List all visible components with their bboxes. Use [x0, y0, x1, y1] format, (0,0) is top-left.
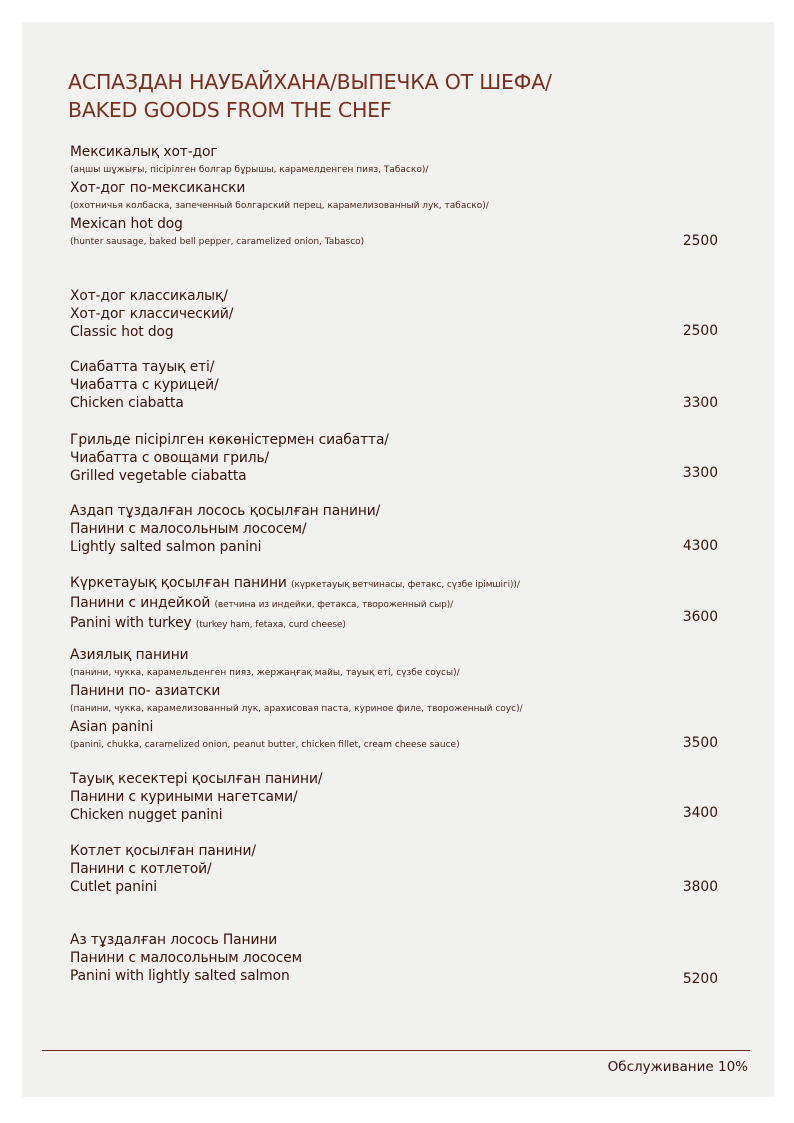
item-name-en: Asian panini — [70, 719, 154, 735]
item-desc-ru: (ветчина из индейки, фетакса, твороженный сыр)/ — [214, 600, 454, 610]
item-name-en: Mexican hot dog — [70, 216, 183, 232]
item-name-en: Panini with lightly salted salmon — [70, 968, 290, 984]
footer-divider — [42, 1050, 750, 1051]
item-desc-ru: (охотничья колбаска, запеченный болгарский перец, карамелизованный лук, табаско)/ — [70, 201, 489, 211]
item-name-ru: Панини с индейкой — [70, 595, 211, 611]
item-price: 2500 — [682, 233, 718, 249]
item-desc-kz: (аңшы шұжығы, пісірілген болгар бұрышы, карамелденген пияз, Табаско)/ — [70, 165, 429, 175]
item-name-kz: Хот-дог классикалық/ — [70, 288, 228, 304]
item-name-kz: Күркетауық қосылған панини — [70, 575, 287, 591]
menu-item-cutlet-panini — [70, 842, 720, 896]
item-desc-kz: (күркетауық ветчинасы, фетакс, сүзбе ірімшігі))/ — [291, 580, 520, 590]
item-price: 3800 — [682, 879, 718, 895]
item-name-ru: Хот-дог по-мексикански — [70, 180, 246, 196]
item-desc-en: (hunter sausage, baked bell pepper, caramelized onion, Tabasco) — [70, 237, 365, 247]
title-line: BAKED GOODS FROM THE CHEF — [68, 98, 392, 122]
item-price: 3300 — [682, 465, 718, 481]
item-name-en: Chicken ciabatta — [70, 395, 184, 411]
item-price: 5200 — [682, 971, 718, 987]
item-name-kz: Аздап тұздалған лосось қосылған панини/ — [70, 503, 381, 519]
item-name-kz: Аз тұздалған лосось Панини — [70, 932, 278, 948]
menu-item-classic-hot-dog — [70, 287, 720, 341]
item-line-kz — [70, 574, 720, 594]
service-charge-note: Обслуживание 10% — [607, 1059, 748, 1075]
menu-item-salmon-panini — [70, 502, 720, 556]
item-name-en: Panini with turkey — [70, 615, 192, 631]
item-desc-kz: (панини, чукка, карамельденген пияз, жержаңғақ майы, тауық еті, сүзбе соусы)/ — [70, 668, 460, 678]
item-line-en — [70, 614, 720, 634]
item-line-ru — [70, 594, 720, 614]
item-desc-en: (turkey ham, fetaxa, curd cheese) — [195, 620, 346, 630]
item-name-ru: Панини с малосольным лососем — [70, 950, 302, 966]
item-name-ru: Хот-дог классический/ — [70, 306, 234, 322]
title-line: АСПАЗДАН НАУБАЙХАНА/ВЫПЕЧКА ОТ ШЕФА/ — [68, 70, 552, 94]
item-name-en: Grilled vegetable ciabatta — [70, 468, 247, 484]
item-name-kz: Сиабатта тауық еті/ — [70, 359, 215, 375]
item-price: 3300 — [682, 395, 718, 411]
item-price: 3500 — [682, 735, 718, 751]
menu-item-chicken-nugget-panini — [70, 770, 720, 824]
item-desc-en: (panini, chukka, caramelized onion, peanut butter, chicken fillet, cream cheese sauce) — [70, 740, 460, 750]
menu-item-chicken-ciabatta — [70, 358, 720, 412]
item-price: 3400 — [682, 805, 718, 821]
item-name-ru: Панини по- азиатски — [70, 683, 221, 699]
page-title — [68, 68, 552, 124]
item-name-ru: Панини с малосольным лососем/ — [70, 521, 307, 537]
menu-item-salted-salmon-panini — [70, 931, 720, 985]
item-name-en: Chicken nugget panini — [70, 807, 223, 823]
item-name-kz: Грильде пісірілген көкөністермен сиабатта/ — [70, 432, 389, 448]
item-name-kz: Котлет қосылған панини/ — [70, 843, 256, 859]
item-name-en: Cutlet panini — [70, 879, 157, 895]
menu-item-grilled-vegetable-ciabatta — [70, 431, 720, 485]
item-name-ru: Панини с котлетой/ — [70, 861, 212, 877]
item-name-kz: Тауық кесектері қосылған панини/ — [70, 771, 323, 787]
item-price: 4300 — [682, 538, 718, 554]
menu-item-mexican-hot-dog — [70, 143, 720, 251]
menu-item-turkey-panini — [70, 574, 720, 634]
item-price: 3600 — [682, 609, 718, 625]
item-price: 2500 — [682, 323, 718, 339]
item-name-ru: Чиабатта с овощами гриль/ — [70, 450, 270, 466]
item-name-kz: Азиялық панини — [70, 647, 189, 663]
item-name-kz: Мексикалық хот-дог — [70, 144, 218, 160]
item-name-en: Lightly salted salmon panini — [70, 539, 262, 555]
item-desc-ru: (панини, чукка, карамелизованный лук, арахисовая паста, куриное филе, твороженный соус)/ — [70, 704, 523, 714]
menu-item-asian-panini — [70, 646, 720, 754]
item-name-en: Classic hot dog — [70, 324, 174, 340]
item-name-ru: Чиабатта с курицей/ — [70, 377, 219, 393]
item-name-ru: Панини с куриными нагетсами/ — [70, 789, 298, 805]
